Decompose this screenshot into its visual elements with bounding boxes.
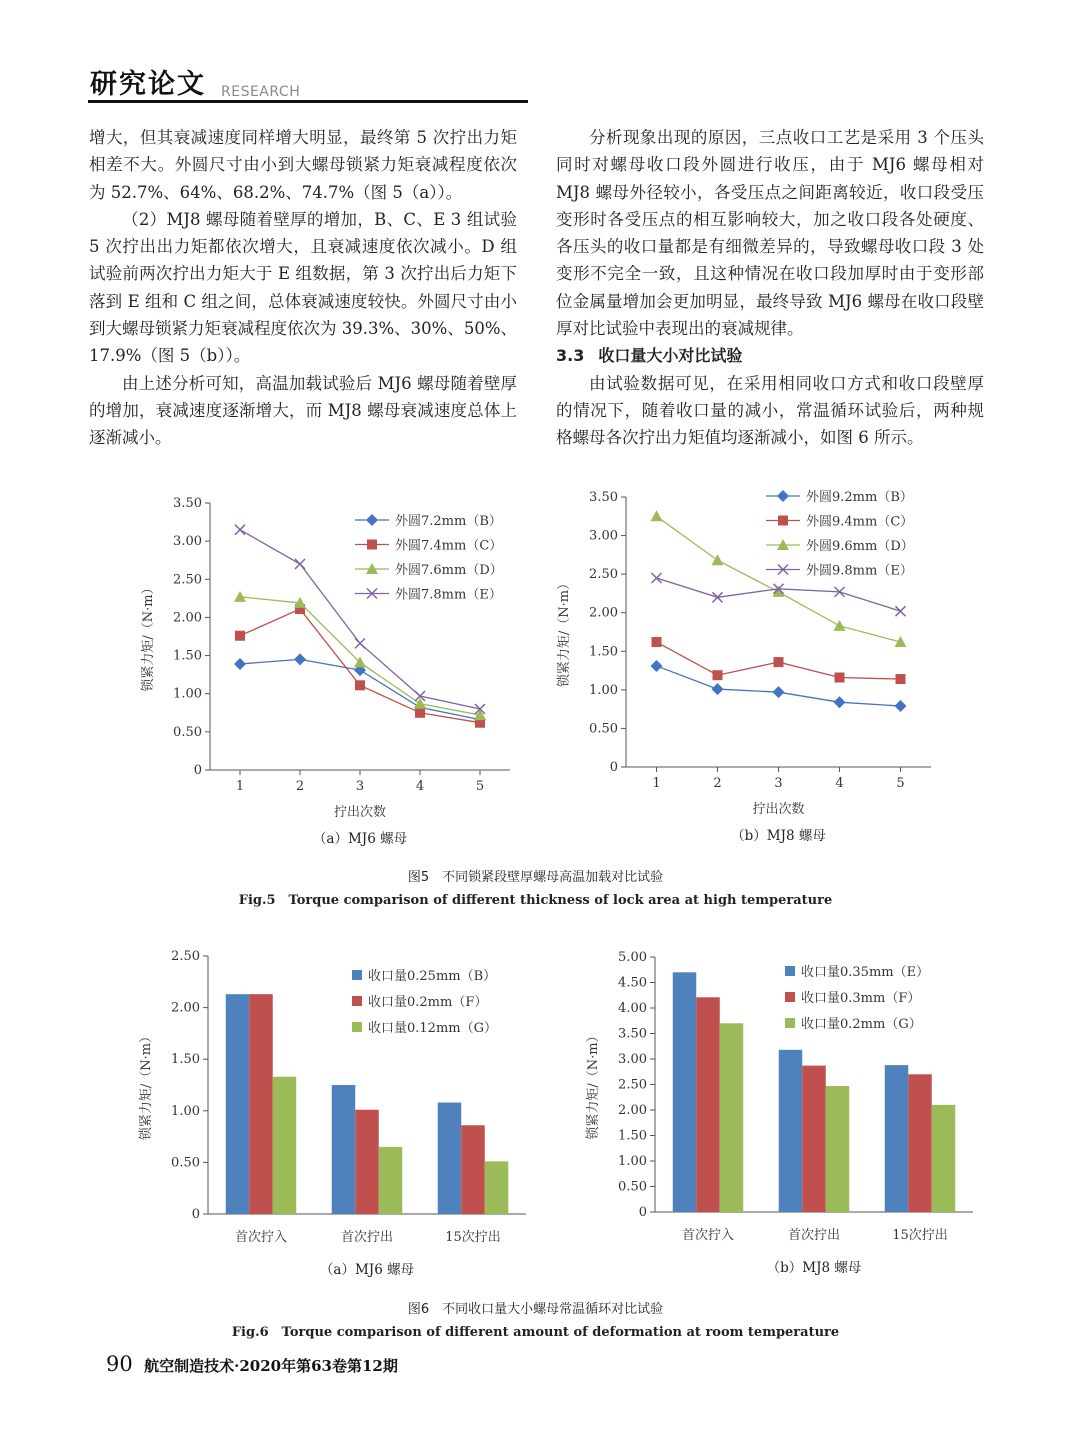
bar	[485, 1161, 509, 1214]
subfigure-caption: （a）MJ6 螺母	[312, 831, 408, 847]
y-tick-label: 0.50	[173, 724, 202, 740]
bar	[673, 972, 697, 1212]
x-tick-label: 4	[415, 779, 425, 794]
x-tick-label: 2	[713, 776, 722, 791]
data-point	[295, 559, 305, 569]
fig6b-svg	[575, 940, 975, 1285]
left-text-column	[89, 124, 517, 452]
subfigure-caption: （a）MJ6 螺母	[319, 1262, 415, 1278]
data-point	[652, 573, 662, 583]
legend-marker	[366, 514, 378, 526]
y-tick-label: 3.50	[589, 490, 618, 505]
x-tick-label: 首次拧出	[340, 1230, 394, 1245]
section-subtitle: RESEARCH	[221, 84, 301, 100]
data-point	[235, 631, 245, 641]
legend-label: 外圆7.8mm（E）	[395, 587, 502, 603]
y-axis-label: 锁紧力矩/（N·m）	[557, 576, 572, 688]
bar	[932, 1105, 956, 1212]
paragraph: 增大，但其衰减速度同样增大明显，最终第 5 次拧出力矩相差不大。外圆尺寸由小到大螺母锁紧力矩衰减程度依次为 52.7%、64%、68.2%、74.7%（图 5（a））。	[89, 128, 517, 202]
bar	[696, 997, 720, 1212]
paragraph: 由试验数据可见，在采用相同收口方式和收口段壁厚的情况下，随着收口量的减小，常温循环试验后，两种规格螺母各次拧出力矩值均逐渐减小，如图 6 所示。	[556, 373, 984, 448]
page-number: 90	[106, 1352, 133, 1376]
y-tick-label: 2.50	[589, 567, 618, 583]
bar	[885, 1065, 909, 1212]
x-tick-label: 4	[835, 776, 844, 791]
y-tick-label: 0	[191, 1207, 200, 1222]
data-point	[415, 708, 425, 718]
fig5a-chart	[130, 485, 530, 850]
bar	[332, 1085, 356, 1214]
legend-label: 收口量0.3mm（F）	[801, 991, 921, 1006]
fig6a-svg	[130, 940, 530, 1285]
y-tick-label: 3.50	[618, 1026, 647, 1042]
x-tick-label: 5	[896, 776, 905, 791]
bar	[273, 1077, 297, 1214]
y-tick-label: 3.00	[173, 534, 202, 550]
y-tick-label: 1.50	[171, 1052, 200, 1068]
y-tick-label: 2.00	[173, 610, 202, 626]
legend-label: 外圆9.8mm（E）	[806, 563, 913, 579]
fig6-caption-en: Fig.6 Torque comparison of different amount of deformation at room temperature	[231, 1325, 840, 1340]
data-point	[355, 680, 365, 690]
data-point	[712, 683, 724, 695]
fig5-caption-cn: 图5 不同锁紧段壁厚螺母高温加载对比试验	[407, 870, 664, 885]
fig5a-svg	[130, 485, 530, 850]
bar	[355, 1110, 379, 1214]
y-tick-label: 1.50	[618, 1128, 647, 1144]
y-tick-label: 1.50	[173, 648, 202, 664]
y-tick-label: 1.00	[589, 682, 618, 698]
bar	[249, 994, 273, 1214]
x-tick-label: 2	[295, 779, 305, 794]
y-tick-label: 0	[193, 763, 202, 778]
legend-label: 外圆9.4mm（C）	[806, 514, 914, 530]
data-point	[896, 674, 906, 684]
data-point	[835, 673, 845, 683]
y-tick-label: 4.50	[618, 975, 647, 991]
bar	[826, 1086, 850, 1212]
paragraph: 由上述分析可知，高温加载试验后 MJ6 螺母随着壁厚的增加，衰减速度逐渐增大，而 MJ8 螺母衰减速度总体上逐渐减小。	[89, 373, 517, 448]
y-tick-label: 2.50	[173, 572, 202, 588]
y-tick-label: 2.00	[171, 1000, 200, 1016]
bar	[461, 1125, 485, 1214]
journal-info: 航空制造技术·2020年第63卷第12期	[144, 1357, 398, 1375]
legend-label: 收口量0.25mm（B）	[368, 969, 497, 984]
x-axis-label: 拧出次数	[333, 805, 387, 820]
legend-swatch	[352, 1022, 362, 1032]
fig6-caption-cn: 图6 不同收口量大小螺母常温循环对比试验	[407, 1302, 664, 1317]
legend-label: 外圆7.2mm（B）	[395, 514, 502, 529]
bar	[226, 994, 250, 1214]
subfigure-caption: （b）MJ8 螺母	[731, 828, 826, 844]
x-tick-label: 5	[475, 779, 485, 794]
header-rule	[88, 100, 528, 103]
legend-label: 收口量0.2mm（G）	[801, 1017, 922, 1032]
y-tick-label: 2.50	[618, 1077, 647, 1093]
data-point	[235, 525, 245, 535]
y-tick-label: 2.00	[618, 1103, 647, 1118]
fig5b-svg	[556, 480, 956, 850]
fig6a-chart	[130, 940, 530, 1285]
y-tick-label: 4.00	[618, 1001, 647, 1016]
legend-label: 外圆9.2mm（B）	[806, 490, 913, 505]
x-tick-label: 首次拧入	[234, 1230, 288, 1245]
fig5-caption-en: Fig.5 Torque comparison of different thickness of lock area at high temperature	[238, 893, 833, 908]
legend-marker	[777, 490, 789, 502]
series-line	[657, 516, 901, 642]
bar	[720, 1023, 744, 1212]
data-point	[234, 658, 246, 670]
series-line	[240, 597, 480, 715]
section-heading-title: 收口量大小对比试验	[598, 346, 743, 366]
data-point	[712, 554, 724, 565]
x-tick-label: 1	[235, 779, 245, 794]
y-tick-label: 0.50	[589, 721, 618, 737]
fig6b-chart	[575, 940, 975, 1285]
data-point	[713, 670, 723, 680]
y-tick-label: 3.00	[589, 528, 618, 544]
data-point	[234, 591, 246, 602]
bar	[779, 1050, 803, 1212]
y-tick-label: 3.00	[618, 1052, 647, 1067]
subfigure-caption: （b）MJ8 螺母	[766, 1260, 862, 1276]
section-heading	[556, 342, 984, 369]
page-footer	[106, 1352, 398, 1376]
x-tick-label: 3	[774, 776, 783, 791]
data-point	[896, 606, 906, 616]
legend-swatch	[352, 996, 362, 1006]
legend-label: 外圆7.4mm（C）	[395, 538, 503, 554]
y-tick-label: 0	[609, 760, 618, 775]
y-tick-label: 3.50	[173, 496, 202, 511]
x-tick-label: 首次拧出	[787, 1228, 841, 1243]
data-point	[895, 700, 907, 712]
data-point	[774, 657, 784, 667]
x-axis-label: 拧出次数	[752, 802, 805, 817]
x-tick-label: 首次拧入	[681, 1228, 735, 1243]
legend-label: 收口量0.2mm（F）	[368, 995, 488, 1010]
page-header	[88, 62, 528, 104]
data-point	[773, 586, 785, 597]
y-tick-label: 0	[638, 1205, 647, 1220]
y-tick-label: 2.00	[589, 605, 618, 621]
y-tick-label: 0.50	[618, 1179, 647, 1195]
y-tick-label: 2.50	[171, 949, 200, 964]
legend-swatch	[785, 1018, 795, 1028]
data-point	[355, 638, 365, 648]
section-title: 研究论文	[90, 69, 206, 100]
data-point	[651, 510, 663, 521]
y-tick-label: 0.50	[171, 1155, 200, 1171]
data-point	[652, 637, 662, 647]
legend-swatch	[352, 970, 362, 980]
bar	[908, 1074, 932, 1212]
legend-marker	[778, 516, 788, 526]
legend-label: 收口量0.35mm（E）	[801, 965, 930, 980]
paragraph: （2）MJ8 螺母随着壁厚的增加，B、C、E 3 组试验 5 次拧出出力矩都依次增大，且衰减速度依次减小。D 组试验前两次拧出力矩大于 E 组数据，第 3 次拧出后力矩下落到 E 组和 C 组之间，总体衰减速度较快。外圆尺寸由小到大螺母锁紧力矩衰减程度依次为 39.3%、30%、50%、17.9%（图 5（b））。	[89, 209, 518, 366]
bar	[379, 1147, 403, 1214]
x-tick-label: 3	[355, 779, 365, 794]
bar	[438, 1103, 462, 1214]
y-tick-label: 1.00	[171, 1103, 200, 1119]
data-point	[294, 653, 306, 665]
y-axis-label: 锁紧力矩/（N·m）	[139, 1029, 154, 1141]
data-point	[834, 620, 846, 631]
y-tick-label: 1.00	[618, 1154, 647, 1169]
section-number: 3.3	[556, 346, 585, 366]
data-point	[834, 696, 846, 708]
y-axis-label: 锁紧力矩/（N·m）	[141, 581, 156, 692]
x-tick-label: 1	[652, 776, 661, 791]
data-point	[651, 660, 663, 672]
legend-label: 收口量0.12mm（G）	[368, 1021, 497, 1036]
y-tick-label: 5.00	[618, 950, 647, 965]
right-text-column	[556, 124, 984, 452]
legend-marker	[367, 540, 377, 550]
series-line	[657, 666, 901, 706]
legend-swatch	[785, 992, 795, 1002]
paragraph: 分析现象出现的原因，三点收口工艺是采用 3 个压头同时对螺母收口段外圆进行收压，由于 MJ6 螺母相对 MJ8 螺母外径较小，各受压点之间距离较近，收口段受压变形时各受压点的相互影响较大，加之收口段各处硬度、各压头的收口量都是有细微差异的，导致螺母收口段 3 处变形不完全一致，且这种情况在收口段加厚时由于变形部位金属量增加会更加明显，最终导致 MJ6 螺母在收口段壁厚对比试验中表现出的衰减规律。	[556, 128, 984, 339]
legend-swatch	[785, 966, 795, 976]
data-point	[773, 686, 785, 698]
fig5b-chart	[556, 480, 956, 850]
x-tick-label: 15次拧出	[445, 1230, 501, 1245]
x-tick-label: 15次拧出	[892, 1228, 948, 1243]
y-tick-label: 1.50	[589, 644, 618, 660]
y-axis-label: 锁紧力矩/（N·m）	[586, 1029, 601, 1140]
bar	[802, 1066, 826, 1212]
legend-label: 外圆7.6mm（D）	[395, 563, 503, 578]
y-tick-label: 1.00	[173, 686, 202, 702]
legend-label: 外圆9.6mm（D）	[806, 539, 914, 554]
